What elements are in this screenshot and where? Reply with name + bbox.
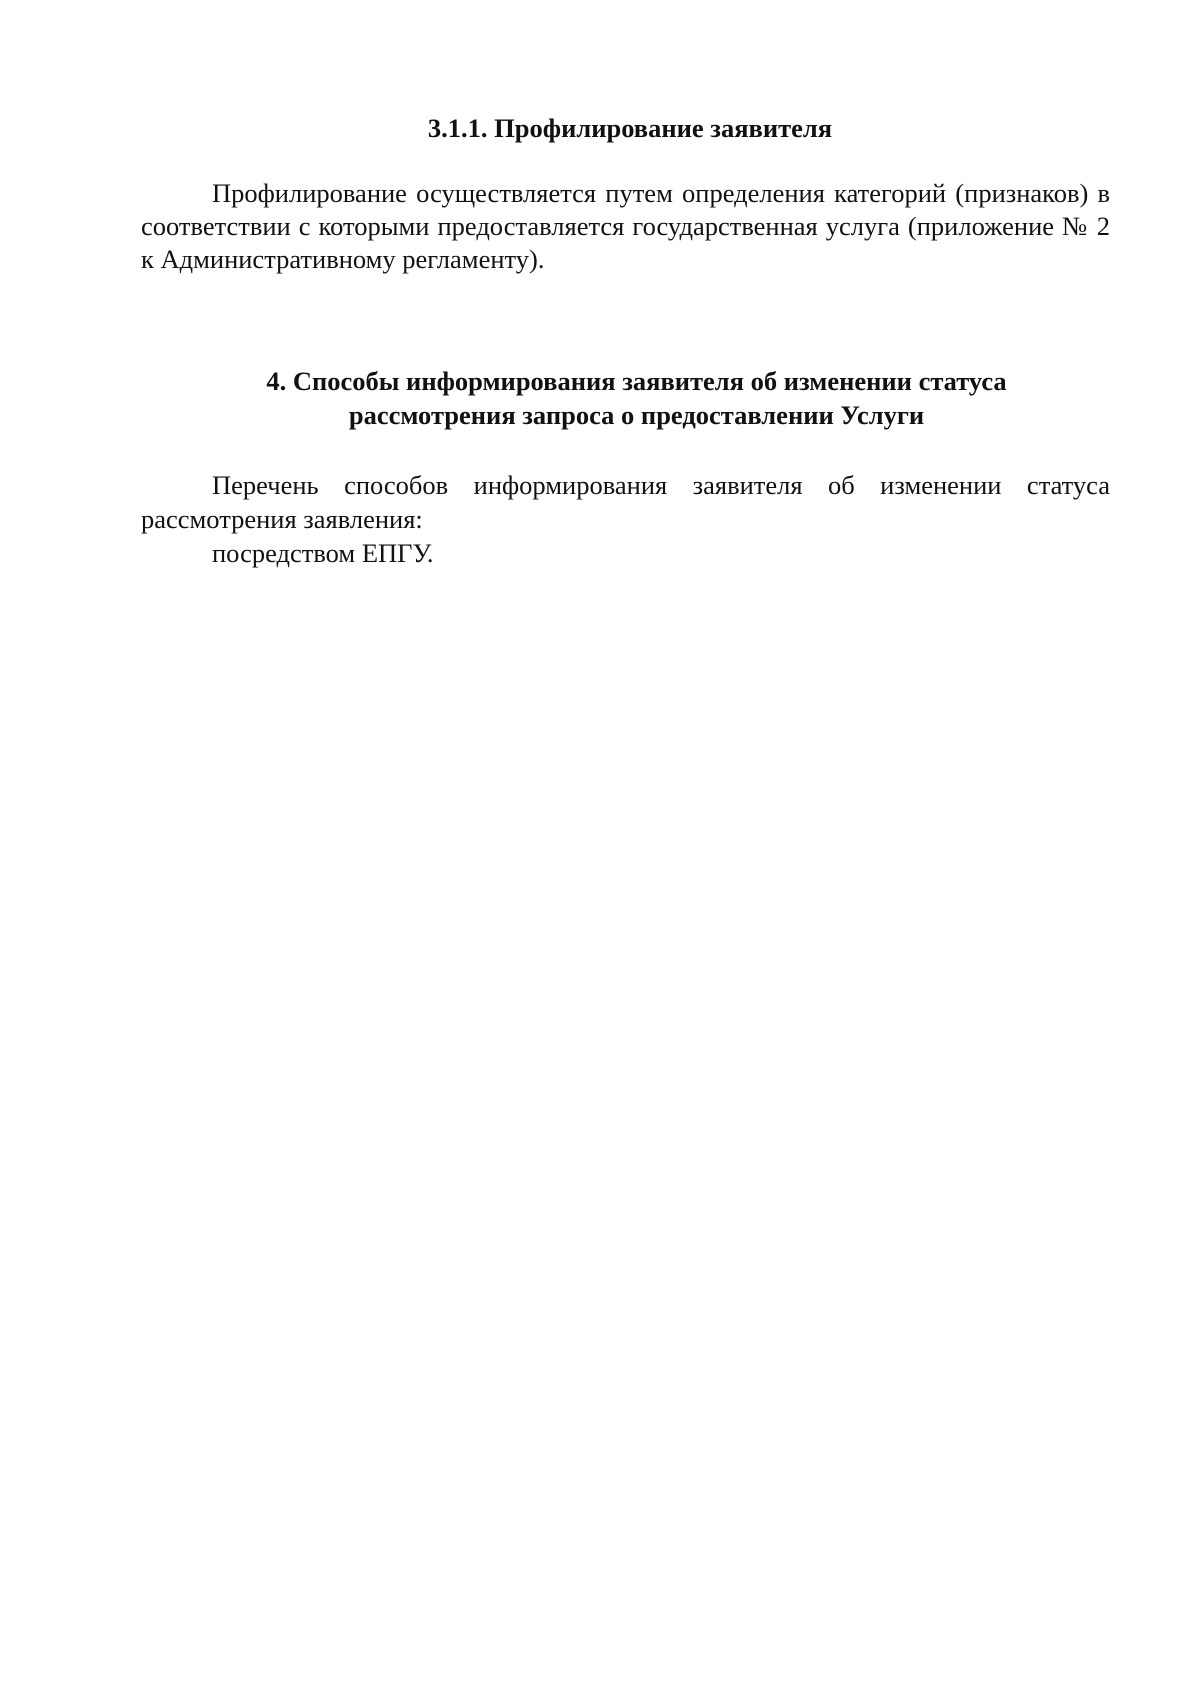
section-3-1-1-paragraph: Профилирование осуществляется путем определения категорий (признаков) в соответствии с которыми предоставляется государственная услуга (приложение № 2 к Административному регламенту). <box>141 178 1110 274</box>
section-4-title-line-1: 4. Способы информирования заявителя об изменении статуса <box>266 366 1007 396</box>
section-4-title-line-2: рассмотрения запроса о предоставлении Услуги <box>348 400 925 430</box>
section-4-title <box>141 364 1110 432</box>
section-3-1-1-title: 3.1.1. Профилирование заявителя <box>427 113 833 143</box>
section-4-paragraph: Перечень способов информирования заявителя об изменении статуса рассмотрения заявления: <box>141 470 1110 534</box>
section-4-method: посредством ЕПГУ. <box>212 538 434 568</box>
document-content <box>141 111 1110 570</box>
